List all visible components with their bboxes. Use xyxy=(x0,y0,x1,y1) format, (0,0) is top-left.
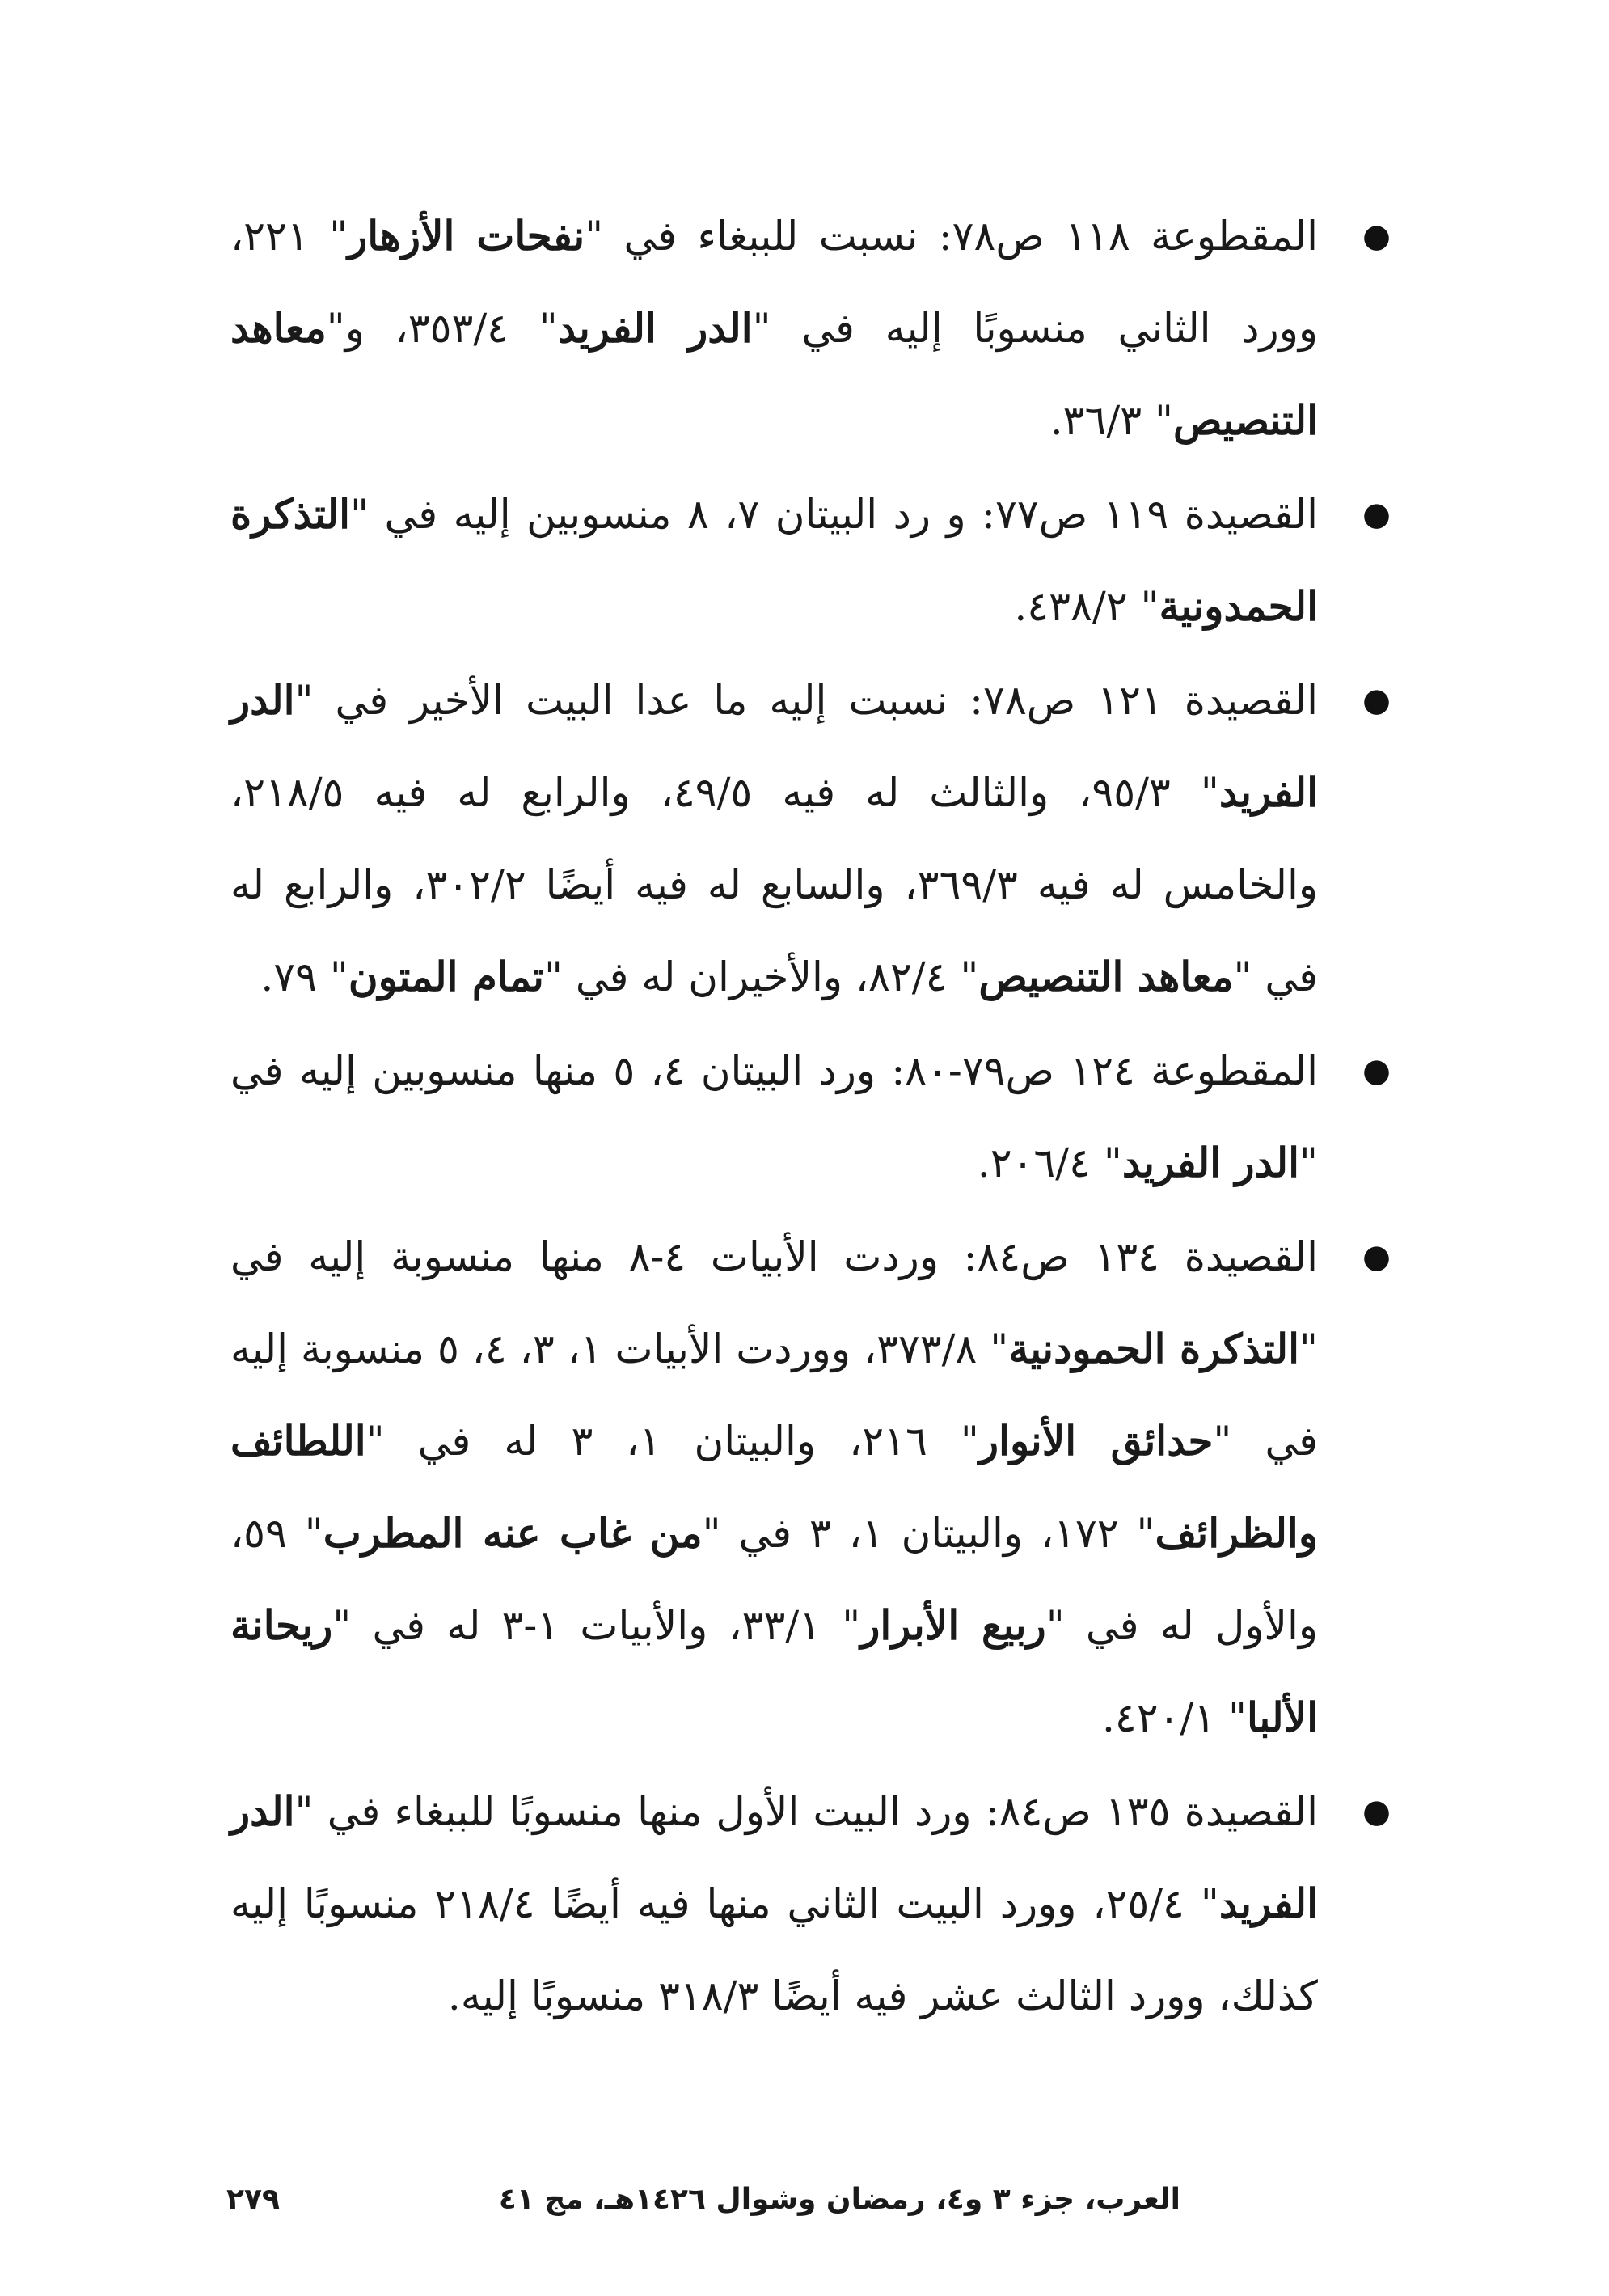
page-number: ٢٧٩ xyxy=(226,2183,280,2216)
book-title: التذكرة الحمدونية xyxy=(230,490,1318,630)
book-title: معاهد التنصيص xyxy=(978,953,1234,1000)
book-title: الدر الفريد xyxy=(1121,1139,1299,1186)
bullet-icon: ● xyxy=(1362,496,1391,533)
list-item: ● القصيدة ١٣٥ ص٨٤: ورد البيت الأول منها منسوبًا للببغاء في "الدر الفريد" ٢٥/٤، وورد البيت الثاني منها فيه أيضًا ٢١٨/٤ منسوبًا إليه كذلك، وورد الثالث عشر فيه أيضًا ٣١٨/٣ منسوبًا إليه. xyxy=(230,1765,1326,2042)
book-title: حدائق الأنوار xyxy=(978,1417,1214,1465)
list-item: ● القصيدة ١١٩ ص٧٧: و رد البيتان ٧، ٨ منسوبين إليه في "التذكرة الحمدونية" ٤٣٨/٢. xyxy=(230,468,1326,653)
bullet-icon: ● xyxy=(1362,1793,1391,1830)
bullet-icon: ● xyxy=(1362,1238,1391,1275)
list-item: ● القصيدة ١٢١ ص٧٨: نسبت إليه ما عدا البيت الأخير في "الدر الفريد" ٩٥/٣، والثالث له فيه ٤٩/٥، والرابع له فيه ٢١٨/٥، والخامس له فيه ٣٦٩/٣، والسابع له فيه أيضًا ٣٠٢/٢، والرابع له في "معاهد التنصيص" ٨٢/٤، والأخيران له في "تمام المتون" ٧٩. xyxy=(230,654,1326,1023)
book-title: من غاب عنه المطرب xyxy=(323,1509,703,1557)
book-title: ربيع الأبرار xyxy=(860,1601,1046,1649)
bullet-icon: ● xyxy=(1362,682,1391,719)
book-title: الدر الفريد xyxy=(230,676,1318,816)
bullet-icon: ● xyxy=(1362,1052,1391,1089)
book-title: التذكرة الحمودنية xyxy=(1008,1325,1299,1372)
book-title: الدر الفريد xyxy=(557,304,753,352)
book-title: الدر الفريد xyxy=(230,1787,1318,1927)
book-title: معاهد التنصيص xyxy=(230,304,1318,444)
list-item: ● المقطوعة ١٢٤ ص٧٩-٨٠: ورد البيتان ٤، ٥ منها منسوبين إليه في "الدر الفريد" ٢٠٦/٤. xyxy=(230,1025,1326,1209)
page-footer xyxy=(226,2175,1326,2224)
book-title: ريحانة الألبا xyxy=(230,1601,1318,1741)
list-item: ● القصيدة ١٣٤ ص٨٤: وردت الأبيات ٤-٨ منها منسوبة إليه في "التذكرة الحمودنية" ٣٧٣/٨، ووردت الأبيات ١، ٣، ٤، ٥ منسوبة إليه في "حدائق الأنوار" ٢١٦، والبيتان ١، ٣ له في "اللطائف والظرائف" ١٧٢، والبيتان ١، ٣ في "من غاب عنه المطرب" ٥٩، والأول له في "ربيع الأبرار" ٣٣/١، والأبيات ١-٣ له في "ريحانة الألبا" ٤٢٠/١. xyxy=(230,1211,1326,1764)
list-item: ● المقطوعة ١١٨ ص٧٨: نسبت للببغاء في "نفحات الأزهار" ٢٢١، وورد الثاني منسوبًا إليه في "الدر الفريد" ٣٥٣/٤، و"معاهد التنصيص" ٣٦/٣. xyxy=(230,190,1326,467)
book-title: تمام المتون xyxy=(348,953,544,1000)
journal-citation: العرب، جزء ٣ و٤، رمضان وشوال ١٤٢٦هـ، مج ٤١ xyxy=(498,2183,1180,2216)
bullet-icon: ● xyxy=(1362,218,1391,255)
book-title: اللطائف والظرائف xyxy=(230,1417,1318,1557)
footnote-entries xyxy=(230,190,1391,2044)
book-title: نفحات الأزهار xyxy=(348,212,585,260)
